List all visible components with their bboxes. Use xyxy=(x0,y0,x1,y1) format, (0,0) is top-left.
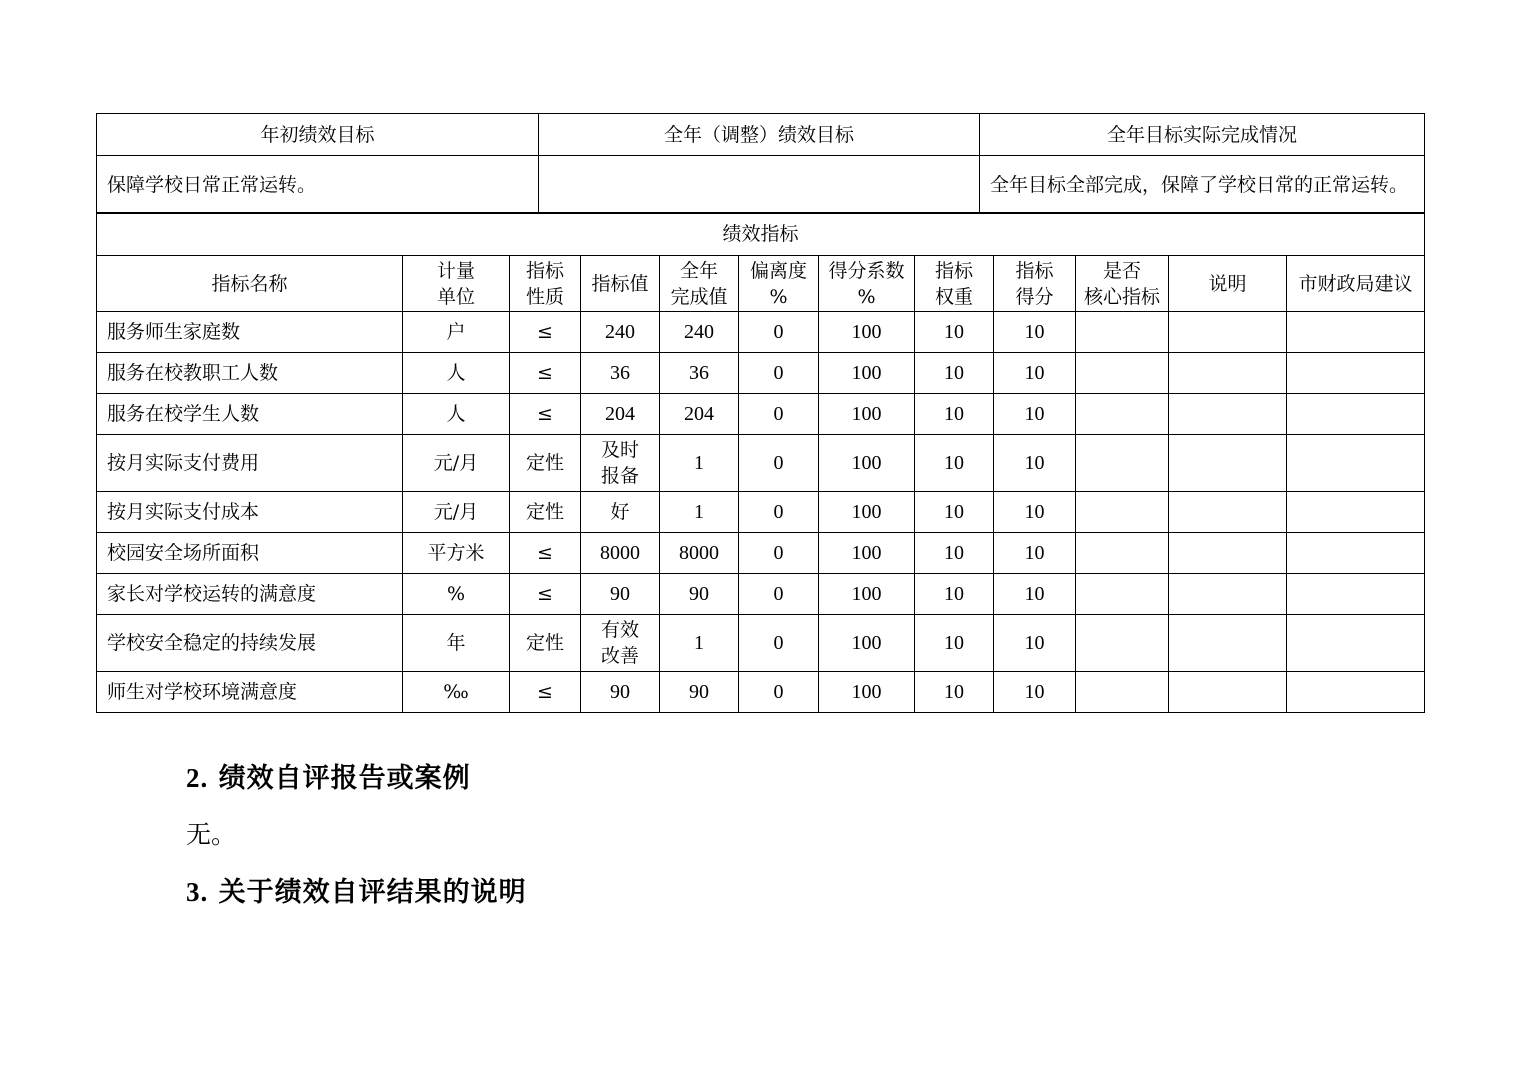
cell-advice xyxy=(1287,435,1425,492)
cell-weight: 10 xyxy=(915,435,994,492)
cell-advice xyxy=(1287,492,1425,533)
column-header-coef xyxy=(819,256,915,312)
cell-actual: 90 xyxy=(660,672,739,713)
column-header-line: 是否 xyxy=(1102,259,1141,282)
column-header-line: 权重 xyxy=(934,285,973,308)
cell-target-line: 及时 xyxy=(600,439,639,461)
cell-note xyxy=(1169,533,1287,574)
cell-score: 10 xyxy=(994,435,1076,492)
cell-coef: 100 xyxy=(819,435,915,492)
cell-coef: 100 xyxy=(819,492,915,533)
cell-target xyxy=(581,672,660,713)
section-3-number: 3. xyxy=(186,877,209,907)
cell-note xyxy=(1169,435,1287,492)
cell-note xyxy=(1169,353,1287,394)
cell-unit: 人 xyxy=(403,353,510,394)
cell-score: 10 xyxy=(994,312,1076,353)
column-header-line: 完成值 xyxy=(670,285,728,308)
cell-target-line: 90 xyxy=(610,681,630,703)
cell-note xyxy=(1169,615,1287,672)
cell-score: 10 xyxy=(994,615,1076,672)
goals-header-initial: 年初绩效目标 xyxy=(97,114,539,156)
cell-weight: 10 xyxy=(915,492,994,533)
goals-value-actual: 全年目标全部完成，保障了学校日常的正常运转。 xyxy=(980,156,1425,214)
cell-score: 10 xyxy=(994,353,1076,394)
column-header-core xyxy=(1076,256,1169,312)
cell-note xyxy=(1169,394,1287,435)
cell-core xyxy=(1076,394,1169,435)
cell-name: 服务师生家庭数 xyxy=(97,312,403,353)
cell-weight: 10 xyxy=(915,672,994,713)
cell-actual: 1 xyxy=(660,615,739,672)
column-header-actual xyxy=(660,256,739,312)
table-row xyxy=(97,574,1425,615)
metrics-section-row xyxy=(97,213,1425,256)
cell-target-line: 改善 xyxy=(600,645,639,667)
cell-note xyxy=(1169,312,1287,353)
cell-weight: 10 xyxy=(915,394,994,435)
section-2-body: 无。 xyxy=(186,820,237,849)
column-header-line: % xyxy=(857,285,876,308)
cell-score: 10 xyxy=(994,492,1076,533)
column-header-line: 性质 xyxy=(525,285,564,308)
cell-name: 服务在校教职工人数 xyxy=(97,353,403,394)
column-header-note xyxy=(1169,256,1287,312)
cell-nature: 定性 xyxy=(510,435,581,492)
cell-unit: 元/月 xyxy=(403,435,510,492)
cell-target xyxy=(581,394,660,435)
cell-core xyxy=(1076,312,1169,353)
cell-coef: 100 xyxy=(819,615,915,672)
cell-weight: 10 xyxy=(915,615,994,672)
cell-advice xyxy=(1287,353,1425,394)
cell-actual: 1 xyxy=(660,435,739,492)
column-header-score xyxy=(994,256,1076,312)
cell-score: 10 xyxy=(994,574,1076,615)
cell-target xyxy=(581,574,660,615)
cell-nature: ≤ xyxy=(510,394,581,435)
cell-advice xyxy=(1287,672,1425,713)
goals-value-row xyxy=(97,156,1425,214)
cell-target-line: 好 xyxy=(610,501,630,523)
cell-core xyxy=(1076,574,1169,615)
section-3-heading xyxy=(186,870,527,909)
cell-core xyxy=(1076,435,1169,492)
cell-weight: 10 xyxy=(915,533,994,574)
cell-coef: 100 xyxy=(819,672,915,713)
cell-note xyxy=(1169,574,1287,615)
cell-unit: 平方米 xyxy=(403,533,510,574)
column-header-target xyxy=(581,256,660,312)
column-header-line: 指标值 xyxy=(591,272,649,295)
metrics-column-header-row xyxy=(97,256,1425,312)
table-row xyxy=(97,353,1425,394)
goals-header-adjusted: 全年（调整）绩效目标 xyxy=(539,114,980,156)
cell-unit: 年 xyxy=(403,615,510,672)
column-header-line: 全年 xyxy=(679,259,718,282)
cell-deviation: 0 xyxy=(739,615,819,672)
goals-header-row xyxy=(97,114,1425,156)
section-3-title: 关于绩效自评结果的说明 xyxy=(218,877,527,908)
cell-name: 家长对学校运转的满意度 xyxy=(97,574,403,615)
column-header-deviation xyxy=(739,256,819,312)
cell-nature: ≤ xyxy=(510,353,581,394)
cell-actual: 204 xyxy=(660,394,739,435)
cell-name: 按月实际支付成本 xyxy=(97,492,403,533)
cell-advice xyxy=(1287,312,1425,353)
cell-core xyxy=(1076,672,1169,713)
section-2-title: 绩效自评报告或案例 xyxy=(218,763,471,794)
cell-target-line: 报备 xyxy=(600,465,639,487)
cell-target-line: 90 xyxy=(610,583,630,605)
cell-core xyxy=(1076,615,1169,672)
metrics-table xyxy=(96,212,1425,713)
section-2-heading xyxy=(186,756,471,795)
cell-target xyxy=(581,353,660,394)
column-header-line: % xyxy=(769,285,788,308)
cell-unit: 户 xyxy=(403,312,510,353)
cell-nature: ≤ xyxy=(510,672,581,713)
cell-target-line: 8000 xyxy=(600,542,640,564)
cell-actual: 8000 xyxy=(660,533,739,574)
cell-core xyxy=(1076,533,1169,574)
column-header-line: 指标 xyxy=(525,259,564,282)
metrics-section-title: 绩效指标 xyxy=(97,213,1425,256)
table-row xyxy=(97,394,1425,435)
cell-target xyxy=(581,615,660,672)
cell-name: 学校安全稳定的持续发展 xyxy=(97,615,403,672)
cell-target-line: 240 xyxy=(605,321,635,343)
cell-actual: 1 xyxy=(660,492,739,533)
cell-target xyxy=(581,492,660,533)
cell-target xyxy=(581,533,660,574)
cell-deviation: 0 xyxy=(739,672,819,713)
cell-coef: 100 xyxy=(819,312,915,353)
column-header-line: 说明 xyxy=(1208,272,1247,295)
column-header-advice xyxy=(1287,256,1425,312)
column-header-line: 指标 xyxy=(1015,259,1054,282)
cell-name: 服务在校学生人数 xyxy=(97,394,403,435)
cell-nature: ≤ xyxy=(510,574,581,615)
cell-core xyxy=(1076,353,1169,394)
cell-core xyxy=(1076,492,1169,533)
goals-header-actual: 全年目标实际完成情况 xyxy=(980,114,1425,156)
cell-score: 10 xyxy=(994,672,1076,713)
column-header-line: 单位 xyxy=(436,285,475,308)
cell-deviation: 0 xyxy=(739,574,819,615)
cell-actual: 240 xyxy=(660,312,739,353)
table-row xyxy=(97,492,1425,533)
cell-advice xyxy=(1287,615,1425,672)
cell-advice xyxy=(1287,394,1425,435)
column-header-line: 指标 xyxy=(934,259,973,282)
cell-actual: 36 xyxy=(660,353,739,394)
cell-deviation: 0 xyxy=(739,394,819,435)
cell-deviation: 0 xyxy=(739,353,819,394)
cell-unit: 人 xyxy=(403,394,510,435)
column-header-line: 核心指标 xyxy=(1083,285,1160,308)
goals-table xyxy=(96,113,1425,214)
cell-score: 10 xyxy=(994,533,1076,574)
cell-coef: 100 xyxy=(819,353,915,394)
cell-target xyxy=(581,312,660,353)
cell-note xyxy=(1169,492,1287,533)
cell-coef: 100 xyxy=(819,574,915,615)
cell-score: 10 xyxy=(994,394,1076,435)
cell-nature: 定性 xyxy=(510,492,581,533)
column-header-line: 得分 xyxy=(1015,285,1054,308)
table-row xyxy=(97,615,1425,672)
section-2-number: 2. xyxy=(186,763,209,793)
cell-weight: 10 xyxy=(915,312,994,353)
table-row xyxy=(97,435,1425,492)
goals-value-adjusted xyxy=(539,156,980,214)
column-header-nature xyxy=(510,256,581,312)
cell-coef: 100 xyxy=(819,394,915,435)
cell-target-line: 204 xyxy=(605,403,635,425)
cell-deviation: 0 xyxy=(739,435,819,492)
cell-deviation: 0 xyxy=(739,312,819,353)
cell-deviation: 0 xyxy=(739,533,819,574)
table-row xyxy=(97,672,1425,713)
cell-unit: ‰ xyxy=(403,672,510,713)
column-header-weight xyxy=(915,256,994,312)
cell-deviation: 0 xyxy=(739,492,819,533)
cell-target-line: 36 xyxy=(610,362,630,384)
cell-advice xyxy=(1287,574,1425,615)
cell-unit: 元/月 xyxy=(403,492,510,533)
table-row xyxy=(97,533,1425,574)
column-header-line: 得分系数 xyxy=(828,259,905,282)
cell-nature: ≤ xyxy=(510,312,581,353)
cell-weight: 10 xyxy=(915,353,994,394)
cell-advice xyxy=(1287,533,1425,574)
metrics-table-body xyxy=(97,213,1425,713)
cell-unit: % xyxy=(403,574,510,615)
cell-name: 师生对学校环境满意度 xyxy=(97,672,403,713)
cell-target xyxy=(581,435,660,492)
cell-note xyxy=(1169,672,1287,713)
cell-coef: 100 xyxy=(819,533,915,574)
column-header-line: 指标名称 xyxy=(211,272,288,295)
cell-actual: 90 xyxy=(660,574,739,615)
table-row xyxy=(97,312,1425,353)
cell-target-line: 有效 xyxy=(600,619,639,641)
column-header-line: 计量 xyxy=(436,259,475,282)
column-header-name xyxy=(97,256,403,312)
column-header-line: 偏离度 xyxy=(749,259,807,282)
column-header-line: 市财政局建议 xyxy=(1298,272,1413,295)
cell-nature: ≤ xyxy=(510,533,581,574)
cell-weight: 10 xyxy=(915,574,994,615)
cell-name: 校园安全场所面积 xyxy=(97,533,403,574)
cell-nature: 定性 xyxy=(510,615,581,672)
cell-name: 按月实际支付费用 xyxy=(97,435,403,492)
column-header-unit xyxy=(403,256,510,312)
goals-value-initial: 保障学校日常正常运转。 xyxy=(97,156,539,214)
